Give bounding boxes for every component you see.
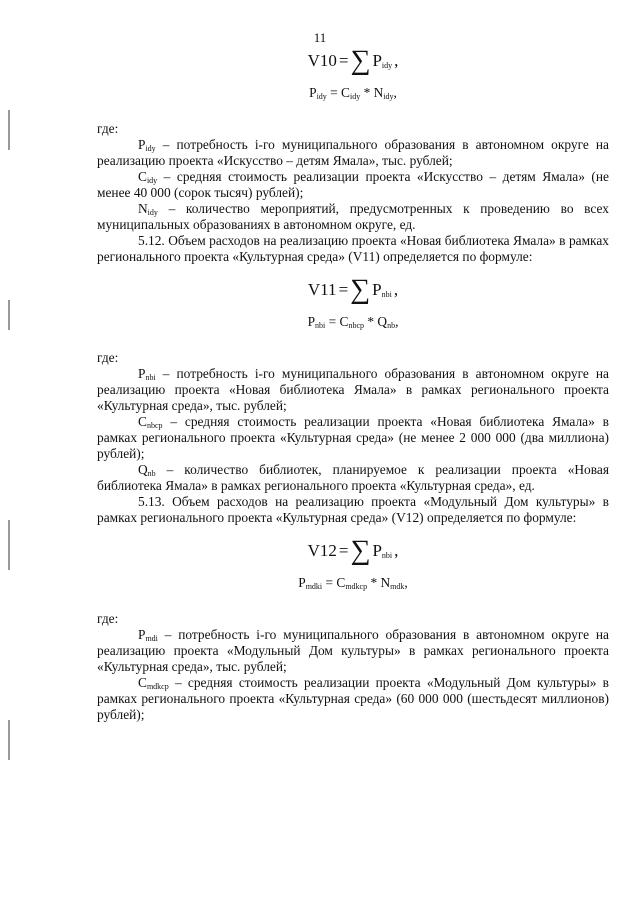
def-sub: nb bbox=[147, 469, 156, 478]
formula-tail: , bbox=[393, 85, 397, 100]
formula-eq: = bbox=[338, 541, 349, 560]
formula-lhs: V12 bbox=[307, 541, 337, 560]
formula-tail: , bbox=[393, 280, 399, 299]
formula-eq: = C bbox=[325, 314, 349, 329]
formula-sub: idy bbox=[316, 92, 327, 101]
formula-lhs: V10 bbox=[307, 51, 337, 70]
formula-var: P bbox=[372, 541, 382, 560]
document-body bbox=[97, 45, 609, 723]
formula-tail: , bbox=[395, 314, 399, 329]
formula-tail: , bbox=[394, 51, 399, 70]
formula-var: P bbox=[372, 280, 382, 299]
def-text: – средняя стоимость реализации проекта «Искусство – детям Ямала» (не менее 40 000 (сорок тысяч) рублей); bbox=[97, 169, 609, 200]
formula-sub: mdki bbox=[305, 582, 323, 591]
paragraph-5-12: 5.12. Объем расходов на реализацию проекта «Новая библиотека Ямала» в рамках регионального проекта «Культурная среда» (V11) определяется по формуле: bbox=[97, 233, 609, 264]
def-text: – средняя стоимость реализации проекта «Модульный Дом культуры» в рамках регионального проекта «Культурная среда» (60 000 000 (шестьдесят миллионов) рублей); bbox=[97, 675, 609, 722]
definition-pnbi bbox=[97, 366, 609, 414]
formula-var: P bbox=[307, 314, 316, 329]
sigma-symbol: ∑ bbox=[350, 274, 371, 305]
scan-mark bbox=[8, 520, 10, 570]
page-number: 11 bbox=[313, 30, 327, 45]
def-sub: idy bbox=[146, 176, 158, 185]
definition-pidy bbox=[97, 137, 609, 169]
definition-qnb bbox=[97, 462, 609, 494]
def-sub: nbcp bbox=[146, 421, 163, 430]
formula-term bbox=[372, 279, 392, 301]
formula-sub: idy bbox=[349, 92, 361, 101]
formula-pmdki bbox=[97, 575, 609, 591]
scan-mark bbox=[8, 110, 10, 150]
formula-mul: * N bbox=[367, 575, 391, 590]
formula-var: P bbox=[298, 575, 306, 590]
formula-eq: = bbox=[338, 51, 349, 70]
formula-sub: nbi bbox=[381, 290, 392, 299]
def-text: – потребность i-го муниципального образования в автономном округе на реализацию проекта «Искусство – детям Ямала», тыс. рублей; bbox=[97, 137, 609, 168]
formula-sub: nbcp bbox=[348, 321, 364, 330]
formula-tail: , bbox=[404, 575, 408, 590]
scan-mark bbox=[8, 720, 10, 760]
definition-nidy bbox=[97, 201, 609, 233]
def-symbol: Q bbox=[138, 462, 148, 477]
formula-v10 bbox=[97, 45, 609, 76]
formula-lhs: V11 bbox=[307, 280, 337, 299]
where-label: где: bbox=[97, 611, 119, 626]
formula-term bbox=[372, 50, 392, 72]
where-label: где: bbox=[97, 121, 119, 136]
def-symbol: C bbox=[138, 169, 147, 184]
formula-sub: mdk bbox=[390, 582, 405, 591]
def-text: – средняя стоимость реализации проекта «Новая библиотека Ямала» в рамках регионального проекта «Культурная среда» (не менее 2 000 000 (два миллиона) рублей); bbox=[97, 414, 609, 461]
formula-sub: nb bbox=[387, 321, 396, 330]
def-symbol: N bbox=[138, 201, 148, 216]
scan-mark bbox=[8, 300, 10, 330]
def-symbol: P bbox=[138, 366, 146, 381]
formula-v11 bbox=[97, 274, 609, 305]
formula-tail: , bbox=[394, 541, 399, 560]
formula-mul: * N bbox=[360, 85, 384, 100]
formula-v12 bbox=[97, 535, 609, 566]
formula-sub: idy bbox=[383, 92, 394, 101]
formula-sub: nbi bbox=[315, 321, 326, 330]
def-text: – количество библиотек, планируемое к реализации проекта «Новая библиотека Ямала» в рамках регионального проекта «Культурная среда», ед. bbox=[97, 462, 609, 493]
formula-var: P bbox=[372, 51, 382, 70]
definition-cnbcp bbox=[97, 414, 609, 462]
sigma-symbol: ∑ bbox=[350, 535, 371, 566]
where-label: где: bbox=[97, 350, 119, 365]
paragraph-5-13: 5.13. Объем расходов на реализацию проекта «Модульный Дом культуры» в рамках регионального проекта «Культурная среда» (V12) определяется по формуле: bbox=[97, 494, 609, 525]
definition-cmdkcp bbox=[97, 675, 609, 723]
formula-pnbi bbox=[97, 314, 609, 330]
definition-pmdi bbox=[97, 627, 609, 675]
formula-eq: = C bbox=[326, 85, 350, 100]
def-sub: mdi bbox=[145, 634, 158, 643]
def-sub: idy bbox=[147, 208, 158, 217]
def-text: – количество мероприятий, предусмотренных к проведению во всех муниципальных образованиях в автономном округе, ед. bbox=[97, 201, 609, 232]
def-symbol: C bbox=[138, 675, 147, 690]
formula-sub: mdkcp bbox=[345, 582, 368, 591]
formula-sub: idy bbox=[381, 61, 393, 70]
def-symbol: C bbox=[138, 414, 147, 429]
formula-var: P bbox=[309, 85, 317, 100]
formula-eq: = C bbox=[322, 575, 346, 590]
definition-cidy bbox=[97, 169, 609, 201]
def-text: – потребность i-го муниципального образования в автономном округе на реализацию проекта «Новая библиотека Ямала» в рамках регионального проекта «Культурная среда», тыс. рублей; bbox=[97, 366, 609, 413]
formula-sub: nbi bbox=[381, 551, 393, 560]
def-sub: idy bbox=[145, 144, 156, 153]
def-sub: nbi bbox=[145, 373, 156, 382]
formula-eq: = bbox=[338, 280, 349, 299]
scan-margin-marks bbox=[8, 0, 10, 905]
def-symbol: P bbox=[138, 137, 146, 152]
sigma-symbol: ∑ bbox=[350, 45, 371, 76]
formula-pidy bbox=[97, 85, 609, 101]
formula-mul: * Q bbox=[364, 314, 388, 329]
def-sub: mdkcp bbox=[146, 682, 169, 691]
def-symbol: P bbox=[138, 627, 146, 642]
formula-term bbox=[372, 540, 392, 562]
def-text: – потребность i-го муниципального образования в автономном округе на реализацию проекта «Модульный Дом культуры» в рамках регионального проекта «Культурная среда», тыс. рублей; bbox=[97, 627, 609, 674]
